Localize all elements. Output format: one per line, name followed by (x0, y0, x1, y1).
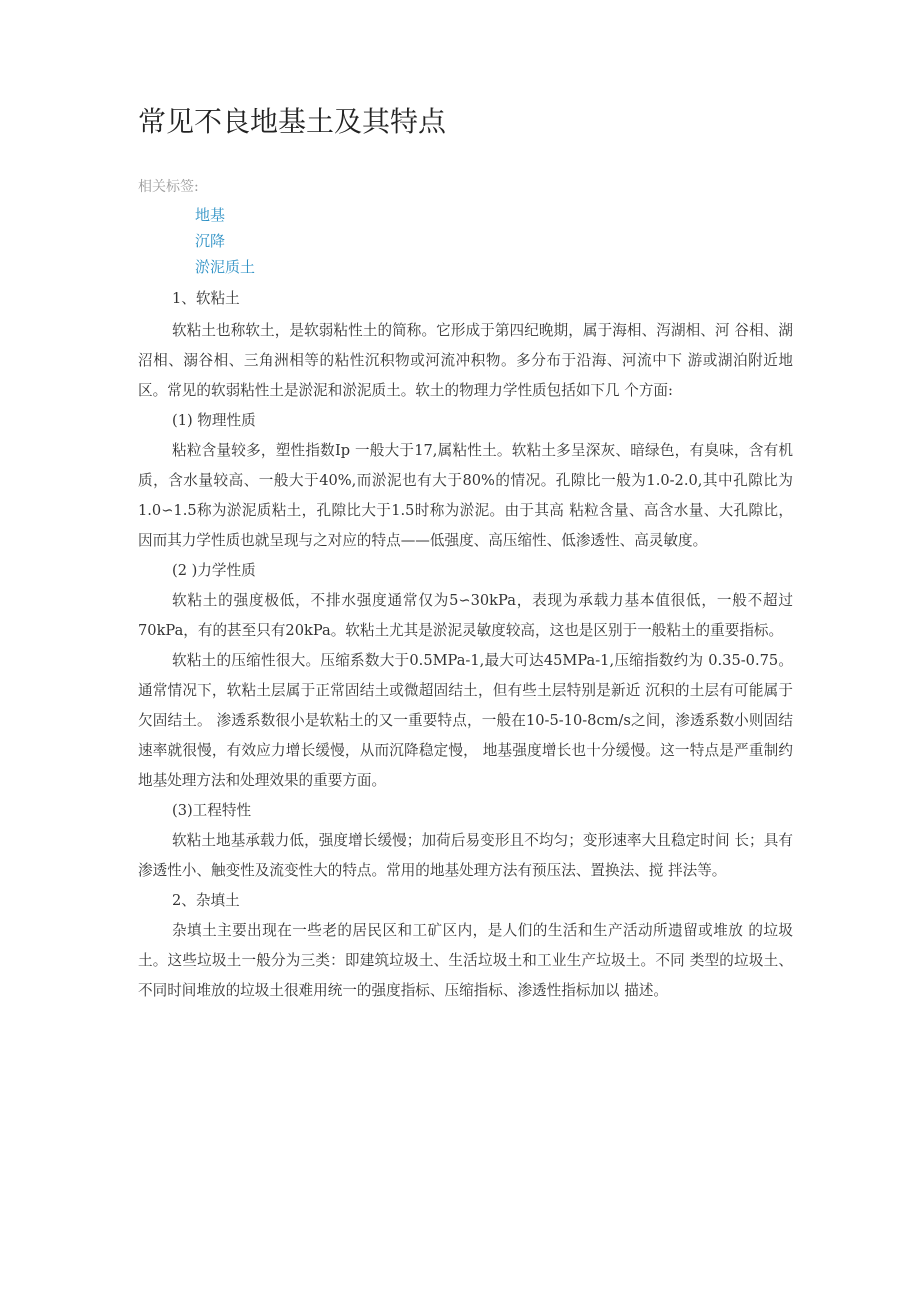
tags-label: 相关标签: (138, 179, 199, 195)
paragraph-soft-clay-intro: 软粘土也称软土，是软弱粘性土的简称。它形成于第四纪晚期，属于海相、泻湖相、河 谷相、湖沼相、溺谷相、三角洲相等的粘性沉积物或河流冲积物。多分布于沿海、河流中下 游或湖泊附近地区。常见的软弱粘性土是淤泥和淤泥质土。软土的物理力学性质包括如下几 个方面: (138, 322, 793, 399)
subheading-physical-properties: (1) 物理性质 (172, 412, 256, 429)
tag-link-diji[interactable]: 地基 (195, 206, 226, 224)
subheading-engineering-properties: (3)工程特性 (172, 802, 252, 819)
article-body (138, 284, 793, 1006)
page-title: 常见不良地基土及其特点 (138, 105, 447, 138)
section-heading-soft-clay: 1、软粘土 (172, 290, 240, 307)
tag-link-yunizhitu[interactable]: 淤泥质土 (195, 258, 256, 276)
paragraph-mechanical-strength: 软粘土的强度极低，不排水强度通常仅为5∽30kPa，表现为承载力基本值很低，一般不超过70kPa，有的甚至只有20kPa。软粘土尤其是淤泥灵敏度较高，这也是区别于一般粘土的重要指标。 (138, 592, 793, 639)
tag-link-chenjiang[interactable]: 沉降 (195, 232, 226, 250)
article (138, 100, 793, 1006)
paragraph-physical-properties: 粘粒含量较多，塑性指数Ip 一般大于17,属粘性土。软粘土多呈深灰、暗绿色，有臭味，含有机质，含水量较高、一般大于40%,而淤泥也有大于80%的情况。孔隙比一般为1.0-2.0,其中孔隙比为1.0∽1.5称为淤泥质粘土，孔隙比大于1.5时称为淤泥。由于其高 粘粒含量、高含水量、大孔隙比，因而其力学性质也就呈现与之对应的特点——低强度、高压缩性、低渗透性、高灵敏度。 (138, 442, 793, 549)
paragraph-engineering-properties: 软粘土地基承载力低，强度增长缓慢；加荷后易变形且不均匀；变形速率大且稳定时间 长；具有渗透性小、触变性及流变性大的特点。常用的地基处理方法有预压法、置换法、搅 拌法等。 (138, 832, 793, 879)
subheading-mechanical-properties: (2 )力学性质 (172, 562, 256, 579)
section-heading-miscellaneous-fill: 2、杂填土 (172, 892, 240, 909)
paragraph-miscellaneous-fill: 杂填土主要出现在一些老的居民区和工矿区内，是人们的生活和生产活动所遗留或堆放 的垃圾土。这些垃圾土一般分为三类：即建筑垃圾土、生活垃圾土和工业生产垃圾土。不同 类型的垃圾土、不同时间堆放的垃圾土很难用统一的强度指标、压缩指标、渗透性指标加以 描述。 (138, 922, 793, 999)
tag-list (138, 202, 793, 280)
paragraph-compressibility: 软粘土的压缩性很大。压缩系数大于0.5MPa-1,最大可达45MPa-1,压缩指数约为 0.35-0.75。通常情况下，软粘土层属于正常固结土或微超固结土，但有些土层特别是新近 沉积的土层有可能属于欠固结土。 渗透系数很小是软粘土的又一重要特点，一般在10-5-10-8cm/s之间，渗透系数小则固结速率就很慢，有效应力增长缓慢，从而沉降稳定慢， 地基强度增长也十分缓慢。这一特点是严重制约地基处理方法和处理效果的重要方面。 (138, 652, 793, 789)
